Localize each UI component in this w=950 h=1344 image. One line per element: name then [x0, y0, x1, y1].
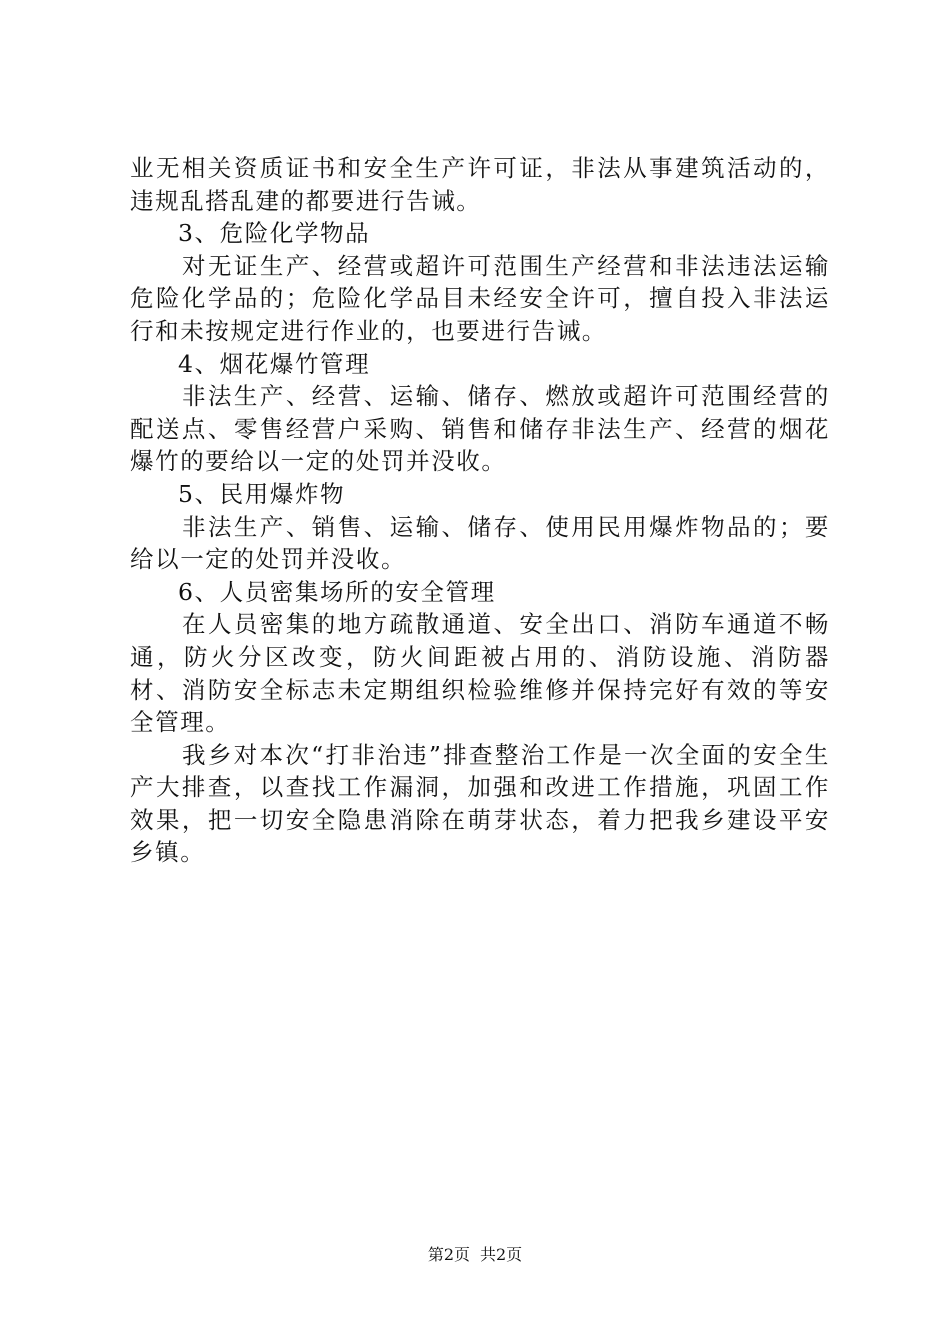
paragraph-civil-explosives: 非法生产、销售、运输、储存、使用民用爆炸物品的；要给以一定的处罚并没收。 [130, 512, 830, 574]
paragraph-crowded-places: 在人员密集的地方疏散通道、安全出口、消防车通道不畅通，防火分区改变，防火间距被占用的、消防设施、消防器材、消防安全标志未定期组织检验维修并保持完好有效的等安全管理。 [130, 610, 830, 737]
section-heading-crowded-places: 6、人员密集场所的安全管理 [178, 577, 496, 606]
paragraph-fireworks: 非法生产、经营、运输、储存、燃放或超许可范围经营的配送点、零售经营户采购、销售和储存非法生产、经营的烟花爆竹的要给以一定的处罚并没收。 [130, 382, 830, 476]
document-body [130, 152, 830, 869]
section-heading-hazardous-chemicals: 3、危险化学物品 [178, 219, 371, 248]
section-heading-civil-explosives: 5、民用爆炸物 [178, 479, 346, 508]
page-total: 共2页 [480, 1245, 523, 1264]
section-heading-fireworks: 4、烟花爆竹管理 [178, 349, 371, 378]
paragraph-continuation: 业无相关资质证书和安全生产许可证，非法从事建筑活动的，违规乱搭乱建的都要进行告诫。 [130, 154, 830, 215]
paragraph-conclusion: 我乡对本次“打非治违”排查整治工作是一次全面的安全生产大排查，以查找工作漏洞，加强和改进工作措施，巩固工作效果，把一切安全隐患消除在萌芽状态，着力把我乡建设平安乡镇。 [130, 740, 830, 867]
page-footer [0, 1244, 950, 1266]
paragraph-hazardous-chemicals: 对无证生产、经营或超许可范围生产经营和非法违法运输危险化学品的；危险化学品目未经安全许可，擅自投入非法运行和未按规定进行作业的，也要进行告诫。 [130, 251, 830, 345]
page-number: 第2页 [427, 1245, 470, 1264]
